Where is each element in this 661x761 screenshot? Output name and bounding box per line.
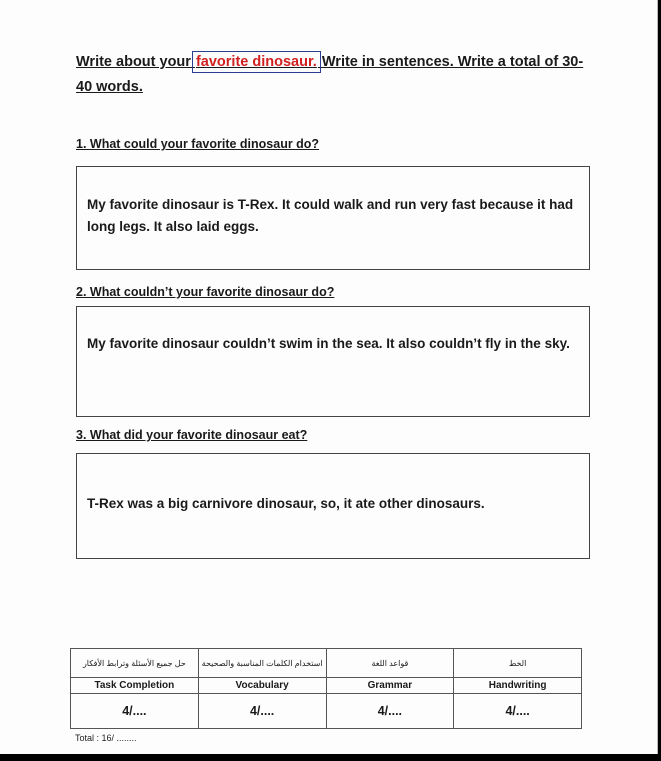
rubric-table — [70, 648, 582, 729]
rubric-arabic-cell: استخدام الكلمات المناسبة والصحيحة — [198, 649, 326, 678]
answer-box-3 — [76, 453, 590, 559]
rubric-english-cell: Handwriting — [454, 678, 582, 694]
answer-box-2 — [76, 306, 590, 417]
rubric-score-cell: 4/.... — [198, 694, 326, 729]
answer-2-text: My favorite dinosaur couldn’t swim in the sea. It also couldn’t fly in the sky. — [87, 336, 570, 351]
rubric-english-cell: Vocabulary — [198, 678, 326, 694]
answer-1-text: My favorite dinosaur is T-Rex. It could walk and run very fast because it had long legs. It also laid eggs. — [87, 197, 574, 234]
rubric-score-cell: 4/.... — [326, 694, 454, 729]
rubric-arabic-cell: قواعد اللغة — [326, 649, 454, 678]
total-score: Total : 16/ ........ — [75, 733, 137, 743]
rubric-arabic-cell: حل جميع الأسئلة وترابط الأفكار — [71, 649, 199, 678]
rubric-arabic-row — [71, 649, 582, 678]
instructions — [76, 50, 596, 100]
answer-box-1 — [76, 166, 590, 270]
rubric-english-cell: Grammar — [326, 678, 454, 694]
question-2: 2. What couldn’t your favorite dinosaur do? — [76, 285, 335, 299]
rubric-arabic-cell: الخط — [454, 649, 582, 678]
answer-3-text: T-Rex was a big carnivore dinosaur, so, it ate other dinosaurs. — [87, 496, 485, 511]
rubric-english-cell: Task Completion — [71, 678, 199, 694]
question-1: 1. What could your favorite dinosaur do? — [76, 137, 320, 151]
instructions-prefix: Write about your — [76, 54, 195, 70]
rubric-score-cell: 4/.... — [454, 694, 582, 729]
rubric-score-cell: 4/.... — [71, 694, 199, 729]
highlighted-topic: favorite dinosaur. — [195, 54, 317, 70]
question-3: 3. What did your favorite dinosaur eat? — [76, 428, 308, 442]
rubric-english-row — [71, 678, 582, 694]
instructions-suffix: Write in sentences. Write a total of 30-40 words. — [76, 54, 584, 95]
rubric-score-row — [71, 694, 582, 729]
